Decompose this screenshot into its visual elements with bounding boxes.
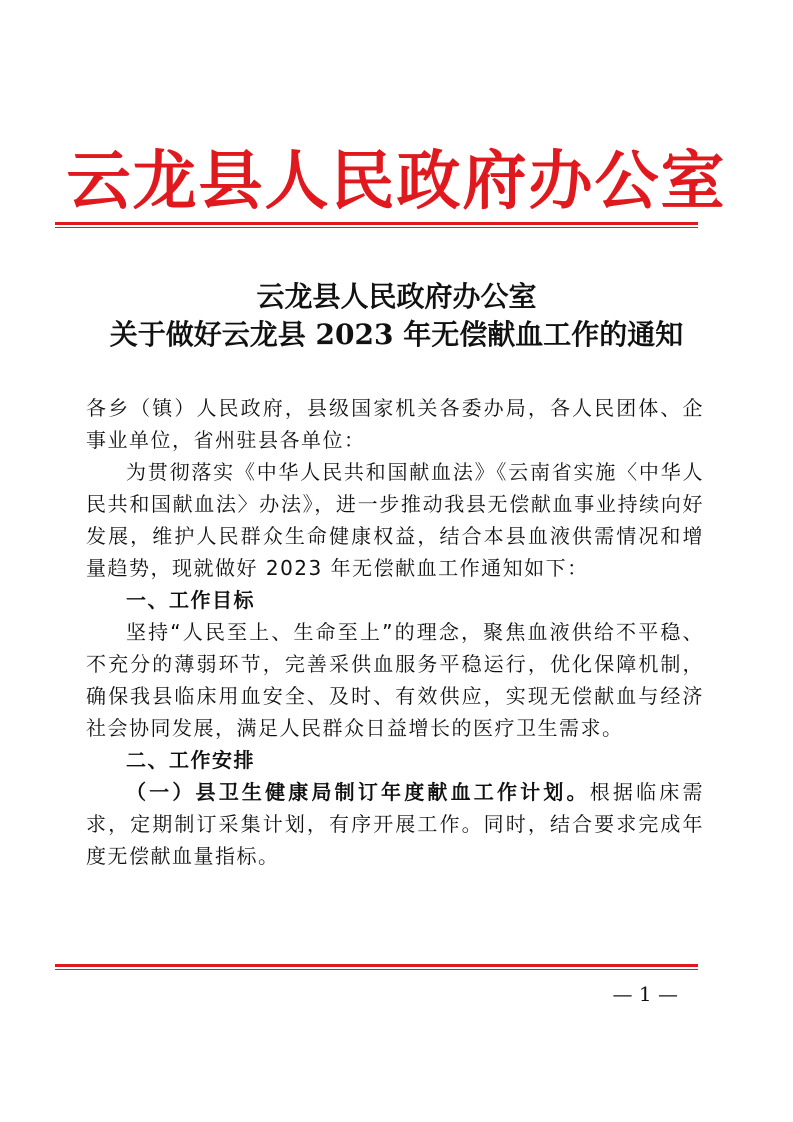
page-number: — 1 —: [612, 982, 678, 1006]
section2-heading: 二、工作安排: [126, 748, 255, 772]
section2-item1-paragraph: [86, 776, 704, 872]
intro-paragraph: 为贯彻落实《中华人民共和国献血法》《云南省实施〈中华人民共和国献血法〉办法》，进一步推动我县无偿献血事业持续向好发展，维护人民群众生命健康权益，结合本县血液供需情况和增量趋势，现就做好 2023 年无偿献血工作通知如下：: [86, 460, 704, 580]
section2-item1-lead: （一）县卫生健康局制订年度献血工作计划。: [126, 780, 590, 804]
header-divider: [55, 222, 698, 228]
section1-heading: 一、工作目标: [126, 588, 255, 612]
section2-item1-text: 根据临床需求，定期制订采集计划，有序开展工作。同时，结合要求完成年度无偿献血量指标。: [86, 780, 704, 868]
org-header-title: 云龙县人民政府办公室: [66, 144, 727, 219]
document-title-line2: 关于做好云龙县 2023 年无偿献血工作的通知: [109, 318, 684, 351]
salutation: 各乡（镇）人民政府，县级国家机关各委办局，各人民团体、企事业单位，省州驻县各单位：: [86, 396, 704, 452]
section1-paragraph: 坚持“人民至上、生命至上”的理念，聚焦血液供给不平稳、不充分的薄弱环节，完善采供血服务平稳运行，优化保障机制，确保我县临床用血安全、及时、有效供应，实现无偿献血与经济社会协同发展，满足人民群众日益增长的医疗卫生需求。: [86, 620, 704, 740]
footer-divider: [55, 964, 698, 970]
document-body: [86, 392, 704, 872]
document-title-line1: 云龙县人民政府办公室: [256, 280, 537, 313]
